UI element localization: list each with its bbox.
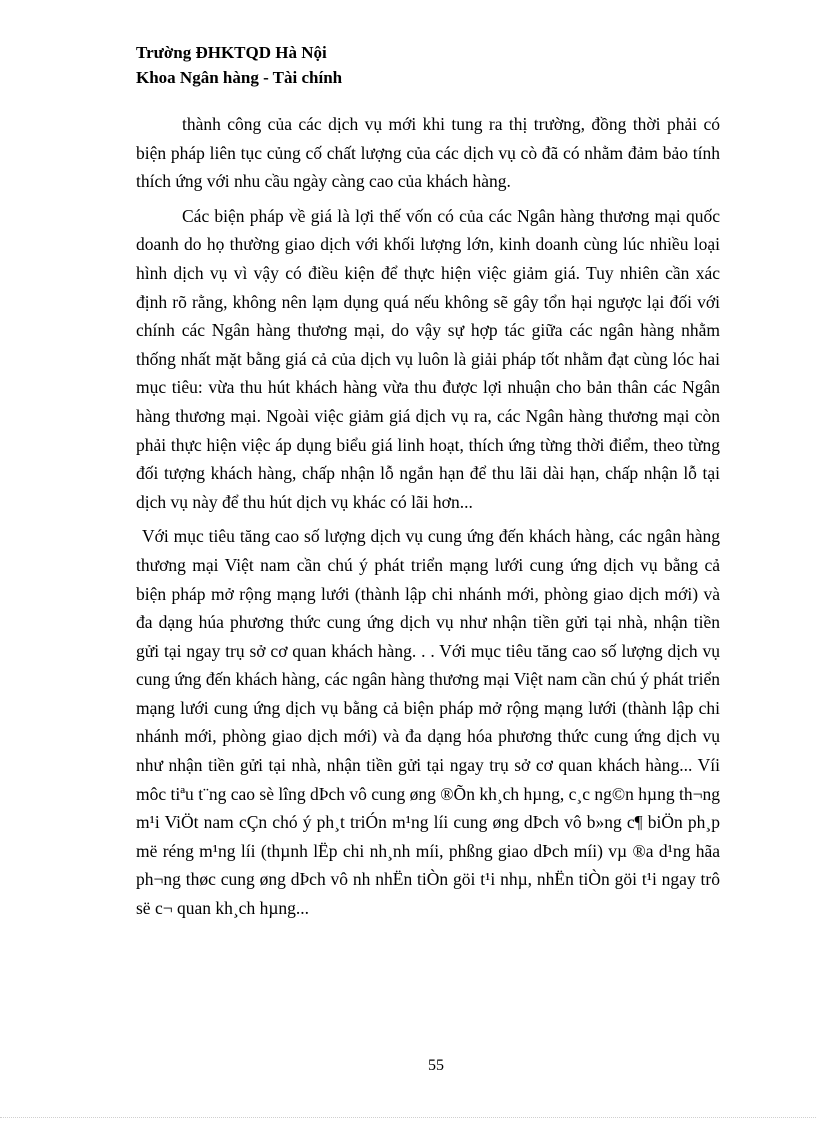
faculty-name: Khoa Ngân hàng - Tài chính <box>136 68 343 87</box>
paragraph-pricing-measures: Các biện pháp về giá là lợi thế vốn có của các Ngân hàng thương mại quốc doanh do họ thường giao dịch với khối lượng lớn, kinh doanh cùng lúc nhiều loại hình dịch vụ vì vậy có điều kiện để thực hiện việc giảm giá. Tuy nhiên cần xác định rõ rằng, không nên lạm dụng quá nếu không sẽ gây tổn hại ngược lại đối với chính các Ngân hàng thương mại, do vậy sự hợp tác giữa các ngân hàng nhằm thống nhất mặt bằng giá cả của dịch vụ luôn là giải pháp tốt nhằm đạt cùng lóc hai mục tiêu: vừa thu hút khách hàng vừa thu được lợi nhuận cho bản thân các Ngân hàng thương mại. Ngoài việc giảm giá dịch vụ ra, các Ngân hàng thương mại còn phải thực hiện việc áp dụng biểu giá linh hoạt, thích ứng từng thời điểm, theo từng đối tượng khách hàng, chấp nhận lỗ ngắn hạn để thu lãi dài hạn, chấp nhận lỗ tại dịch vụ này để thu hút dịch vụ khác có lãi hơn... <box>136 205 720 512</box>
paragraph-network-expansion: Với mục tiêu tăng cao số lượng dịch vụ cung ứng đến khách hàng, các ngân hàng thương mại Việt nam cần chú ý phát triển mạng lưới cung ứng dịch vụ bằng cả biện pháp mở rộng mạng lưới (thành lập chi nhánh mới, phòng giao dịch mới) và đa dạng húa phương thức cung ứng dịch vụ như nhận tiền gửi tại nhà, nhận tiền gửi tại ngay trụ sở cơ quan khách hàng. . . Với mục tiêu tăng cao số lượng dịch vụ cung ứng đến khách hàng, các ngân hàng thương mại Việt nam cần chú ý phát triển mạng lưới cung ứng dịch vụ bằng cả biện pháp mở rộng mạng lưới (thành lập chi nhánh mới, phòng giao dịch mới) và đa dạng hóa phương thức cung ứng dịch vụ như nhận tiền gửi tại nhà, nhận tiền gửi tại ngay trụ sở cơ quan khách hàng... Víi môc tiªu t¨ng cao sè lîng dÞch vô cung øng ®Õn kh¸ch hµng, c¸c ng©n hµng th¬ng m¹i ViÖt nam cÇn chó ý ph¸t triÓn m¹ng líi cung øng dÞch vô b»ng c¶ biÖn ph¸p më réng m¹ng líi (thµnh lËp chi nh¸nh míi, phßng giao dÞch míi) vµ ®a d¹ng hãa ph¬ng thøc cung øng dÞch vô nh nhËn tiÒn göi t¹i nhµ, nhËn tiÒn göi t¹i ngay trô së c¬ quan kh¸ch hµng... <box>136 526 720 919</box>
paragraph-service-quality: thành công của các dịch vụ mới khi tung ra thị trường, đồng thời phải có biện pháp liên tục củng cố chất lượng của các dịch vụ cò đã có nhằm đảm bảo tính thích ứng với nhu cầu ngày càng cao của khách hàng. <box>136 114 720 192</box>
body-text <box>136 110 720 923</box>
page-number: 55 <box>428 1057 444 1074</box>
page-header <box>136 40 342 90</box>
page-bottom-divider <box>0 1117 816 1118</box>
university-name: Trường ĐHKTQD Hà Nội <box>136 43 327 62</box>
